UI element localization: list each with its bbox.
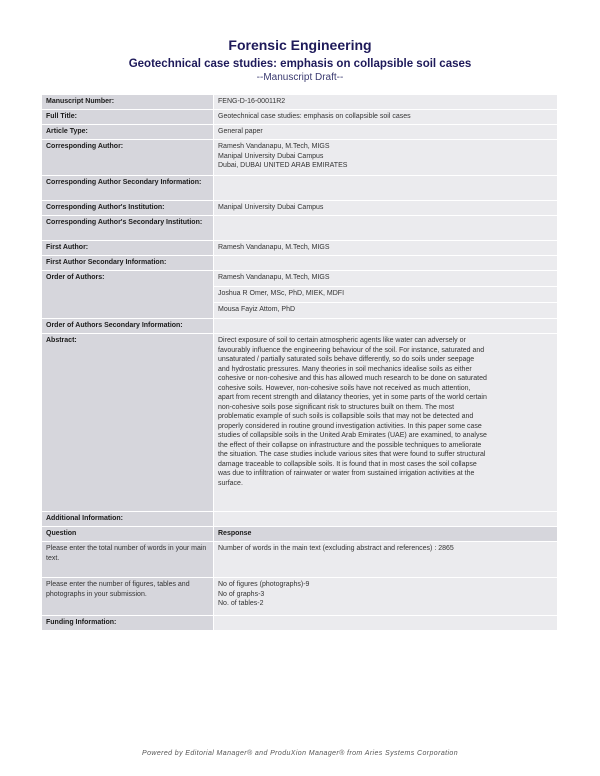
row-additional-info bbox=[42, 512, 558, 527]
order-secondary-value bbox=[214, 319, 558, 334]
word-count-question: Please enter the total number of words in your main text. bbox=[42, 542, 214, 578]
document-header bbox=[0, 36, 600, 84]
corr-secondary-info-value bbox=[214, 176, 558, 201]
abstract-line: and hydrostatic pressures. Many theories in soil mechanics idealise soils as either bbox=[218, 365, 472, 373]
row-first-author-secondary bbox=[42, 256, 558, 271]
row-order-secondary bbox=[42, 319, 558, 334]
tables-count: No. of tables-2 bbox=[218, 600, 264, 607]
full-title-value: Geotechnical case studies: emphasis on collapsible soil cases bbox=[214, 110, 558, 125]
full-title-label: Full Title: bbox=[42, 110, 214, 125]
figures-response bbox=[214, 578, 558, 616]
draft-label: --Manuscript Draft-- bbox=[256, 72, 344, 83]
abstract-label: Abstract: bbox=[42, 334, 214, 512]
abstract-line: cohesive soils. However, non-cohesive soils have not received as much attention, bbox=[218, 384, 471, 392]
row-full-title bbox=[42, 110, 558, 125]
row-corresponding-institution bbox=[42, 201, 558, 216]
question-header: Question bbox=[42, 527, 214, 542]
abstract-line: was due to infiltration of rainwater or water from sustained irrigation activities at the bbox=[218, 470, 475, 477]
row-article-type bbox=[42, 125, 558, 140]
corresponding-author-name: Ramesh Vandanapu, M.Tech, MIGS bbox=[218, 143, 330, 150]
abstract-line: damage traceable to collapsible soils. It is found that in most cases the soil collapse bbox=[218, 460, 477, 468]
manuscript-title: Geotechnical case studies: emphasis on collapsible soil cases bbox=[128, 58, 472, 70]
row-question-response-header bbox=[42, 527, 558, 542]
corresponding-author-location: Dubai, DUBAI UNITED ARAB EMIRATES bbox=[218, 162, 348, 169]
corr-secondary-institution-label: Corresponding Author's Secondary Institution: bbox=[42, 216, 214, 241]
author-2: Joshua R Omer, MSc, PhD, MIEK, MDFI bbox=[214, 287, 558, 303]
first-author-secondary-value bbox=[214, 256, 558, 271]
abstract-line: problematic example of such soils is collapsible soils that may not be detected and bbox=[218, 413, 474, 420]
order-of-authors-label: Order of Authors: bbox=[42, 271, 214, 319]
abstract-line: surface. bbox=[218, 479, 243, 487]
abstract-line: the effect of their collapse on infrastructure and the possible techniques to ameliorate bbox=[218, 441, 482, 449]
funding-info-value bbox=[214, 616, 558, 631]
row-corresponding-author-secondary bbox=[42, 176, 558, 201]
abstract-line: studies of collapsible soils in the United Arab Emirates (UAE) are examined, to analyse bbox=[218, 432, 487, 439]
abstract-line: properly considered in routine ground investigation activities. In this paper some case bbox=[218, 422, 482, 430]
submission-details-table bbox=[41, 94, 558, 631]
response-header: Response bbox=[214, 527, 558, 542]
row-funding-info bbox=[42, 616, 558, 631]
author-1: Ramesh Vandanapu, M.Tech, MIGS bbox=[214, 271, 558, 287]
abstract-value bbox=[214, 334, 558, 512]
additional-info-value bbox=[214, 512, 558, 527]
order-secondary-label: Order of Authors Secondary Information: bbox=[42, 319, 214, 334]
powered-by-footer: Powered by Editorial Manager® and ProduXion Manager® from Aries Systems Corporation bbox=[142, 750, 458, 757]
figures-count: No of figures (photographs)-9 bbox=[218, 581, 310, 588]
article-type-label: Article Type: bbox=[42, 125, 214, 140]
graphs-count: No of graphs-3 bbox=[218, 590, 265, 598]
row-corresponding-author bbox=[42, 140, 558, 176]
row-corresponding-secondary-institution bbox=[42, 216, 558, 241]
row-order-author-1 bbox=[42, 271, 558, 287]
author-3: Mousa Fayiz Attom, PhD bbox=[214, 303, 558, 319]
abstract-line: cohesive or non-cohesive and this has allowed much research to be done on saturated bbox=[218, 375, 487, 382]
row-question-word-count bbox=[42, 542, 558, 578]
abstract-line: the situation. The case studies include various sites that were found to suffer structural bbox=[218, 451, 486, 458]
abstract-line: non-cohesive soils pose significant risk to structures built on them. The most bbox=[218, 403, 455, 411]
first-author-label: First Author: bbox=[42, 241, 214, 256]
corr-secondary-institution-value bbox=[214, 216, 558, 241]
corr-institution-value: Manipal University Dubai Campus bbox=[214, 201, 558, 216]
figures-question: Please enter the number of figures, tables and photographs in your submission. bbox=[42, 578, 214, 616]
funding-info-label: Funding Information: bbox=[42, 616, 214, 631]
first-author-secondary-label: First Author Secondary Information: bbox=[42, 256, 214, 271]
word-count-response: Number of words in the main text (excluding abstract and references) : 2865 bbox=[214, 542, 558, 578]
first-author-value: Ramesh Vandanapu, M.Tech, MIGS bbox=[214, 241, 558, 256]
manuscript-number-value: FENG-D-16-00011R2 bbox=[214, 95, 558, 110]
corr-institution-label: Corresponding Author's Institution: bbox=[42, 201, 214, 216]
corr-secondary-info-label: Corresponding Author Secondary Information: bbox=[42, 176, 214, 201]
row-manuscript-number bbox=[42, 95, 558, 110]
corresponding-author-value bbox=[214, 140, 558, 176]
row-abstract bbox=[42, 334, 558, 512]
abstract-line: Direct exposure of soil to certain atmospheric agents like water can adversely or bbox=[218, 337, 466, 344]
abstract-line: favourably influence the engineering behaviour of the soil. For instance, saturated and bbox=[218, 346, 485, 354]
article-type-value: General paper bbox=[214, 125, 558, 140]
corresponding-author-label: Corresponding Author: bbox=[42, 140, 214, 176]
corresponding-author-institution: Manipal University Dubai Campus bbox=[218, 152, 324, 160]
additional-info-label: Additional Information: bbox=[42, 512, 214, 527]
abstract-line: apart from recent strength and dilatancy theories, yet in some parts of the world certain bbox=[218, 394, 487, 401]
manuscript-number-label: Manuscript Number: bbox=[42, 95, 214, 110]
journal-name: Forensic Engineering bbox=[228, 37, 372, 53]
row-question-figures bbox=[42, 578, 558, 616]
row-first-author bbox=[42, 241, 558, 256]
abstract-line: unsaturated / partially saturated soils behave differently, so do soils under seepage bbox=[218, 356, 475, 363]
